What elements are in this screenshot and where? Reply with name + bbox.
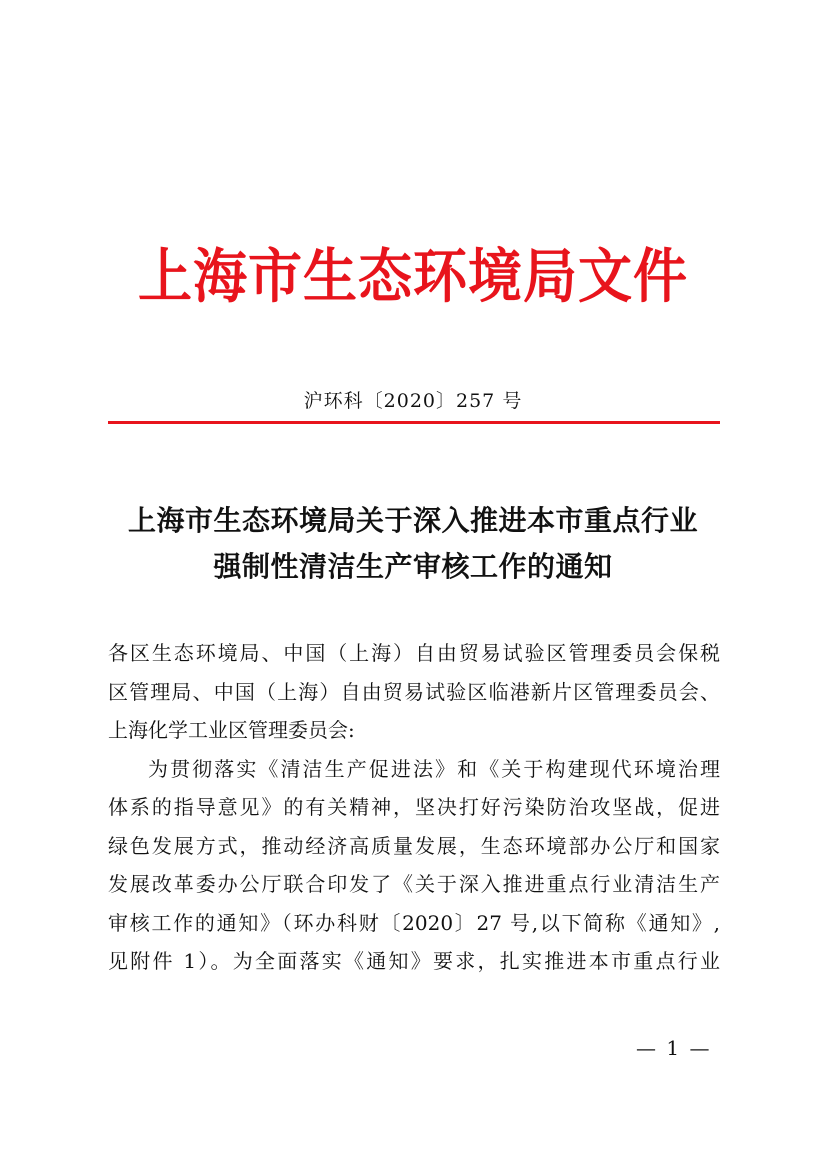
document-title-line-1: 上海市生态环境局关于深入推进本市重点行业 — [127, 504, 698, 537]
body-line: 各区生态环境局、中国（上海）自由贸易试验区管理委员会保税 — [108, 641, 720, 665]
body-line: 审核工作的通知》（环办科财〔2020〕27 号,以下简称《通知》, — [108, 910, 720, 935]
body-line: 发展改革委办公厅联合印发了《关于深入推进重点行业清洁生产 — [108, 872, 720, 896]
document-title — [100, 498, 726, 590]
red-separator-line — [108, 421, 720, 424]
body-line: 见附件 1）。为全面落实《通知》要求，扎实推进本市重点行业 — [108, 949, 720, 973]
document-title-line-2: 强制性清洁生产审核工作的通知 — [213, 550, 613, 583]
page-number: — 1 — — [636, 1036, 712, 1060]
masthead-title: 上海市生态环境局文件 — [138, 241, 688, 311]
body-line: 为贯彻落实《清洁生产促进法》和《关于构建现代环境治理 — [148, 756, 720, 781]
document-number: 沪环科〔2020〕257 号 — [303, 390, 523, 412]
body-line: 上海化学工业区管理委员会: — [108, 718, 355, 742]
body-line: 区管理局、中国（上海）自由贸易试验区临港新片区管理委员会、 — [108, 679, 720, 704]
document-body — [108, 634, 720, 981]
body-line: 绿色发展方式，推动经济高质量发展，生态环境部办公厅和国家 — [108, 833, 720, 858]
body-line: 体系的指导意见》的有关精神，坚决打好污染防治攻坚战，促进 — [108, 795, 720, 819]
